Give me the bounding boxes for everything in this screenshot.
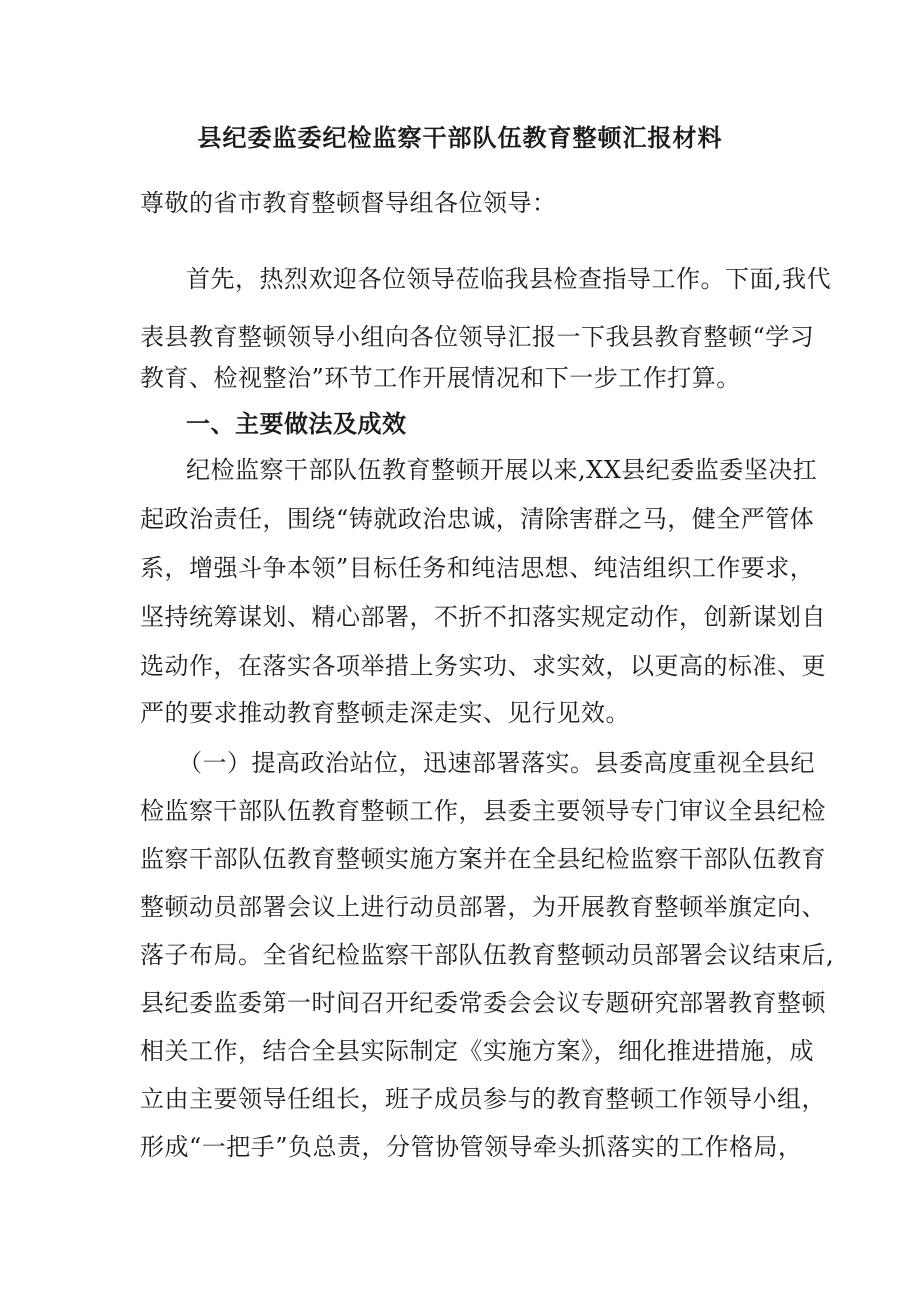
subsection1-line-7: 相关工作，结合全县实际制定《实施方案》，细化推进措施，成 — [140, 1037, 814, 1065]
subsection1-line-1: （一）提高政治站位，迅速部署落实。县委高度重视全县纪 — [178, 749, 815, 777]
section-heading-1: 一、主要做法及成效 — [186, 410, 407, 438]
intro-line-3: 教育、检视整治”环节工作开展情况和下一步工作打算。 — [140, 364, 741, 392]
section1-line-1: 纪检监察干部队伍教育整顿开展以来,XX县纪委监委坚决扛 — [186, 456, 818, 484]
subsection1-line-9: 形成“一把手”负总责，分管协管领导牵头抓落实的工作格局， — [140, 1133, 803, 1161]
subsection1-line-6: 县纪委监委第一时间召开纪委常委会会议专题研究部署教育整顿 — [140, 989, 826, 1017]
section1-line-6: 严的要求推动教育整顿走深走实、见行见效。 — [140, 699, 630, 727]
subsection1-line-3: 监察干部队伍教育整顿实施方案并在全县纪检监察干部队伍教育 — [140, 845, 826, 873]
intro-line-2: 表县教育整顿领导小组向各位领导汇报一下我县教育整顿“学习 — [140, 323, 815, 351]
subsection1-line-2: 检监察干部队伍教育整顿工作，县委主要领导专门审议全县纪检 — [140, 797, 826, 825]
section1-line-2: 起政治责任，围绕“铸就政治忠诚，清除害群之马，健全严管体 — [140, 505, 815, 533]
salutation: 尊敬的省市教育整顿督导组各位领导： — [140, 189, 557, 217]
subsection1-line-4: 整顿动员部署会议上进行动员部署，为开展教育整顿举旗定向、 — [140, 893, 826, 921]
intro-line-1: 首先，热烈欢迎各位领导莅临我县检查指导工作。下面,我代 — [186, 265, 832, 293]
subsection1-line-8: 立由主要领导任组长，班子成员参与的教育整顿工作领导小组， — [140, 1085, 826, 1113]
subsection1-line-5: 落子布局。全省纪检监察干部队伍教育整顿动员部署会议结束后, — [140, 941, 835, 969]
section1-line-3: 系，增强斗争本领”目标任务和纯洁思想、纯洁组织工作要求， — [140, 554, 815, 582]
section1-line-4: 坚持统筹谋划、精心部署，不折不扣落实规定动作，创新谋划自 — [140, 603, 826, 631]
section1-line-5: 选动作，在落实各项举措上务实功、求实效，以更高的标准、更 — [140, 652, 826, 680]
document-title: 县纪委监委纪检监察干部队伍教育整顿汇报材料 — [197, 124, 723, 152]
